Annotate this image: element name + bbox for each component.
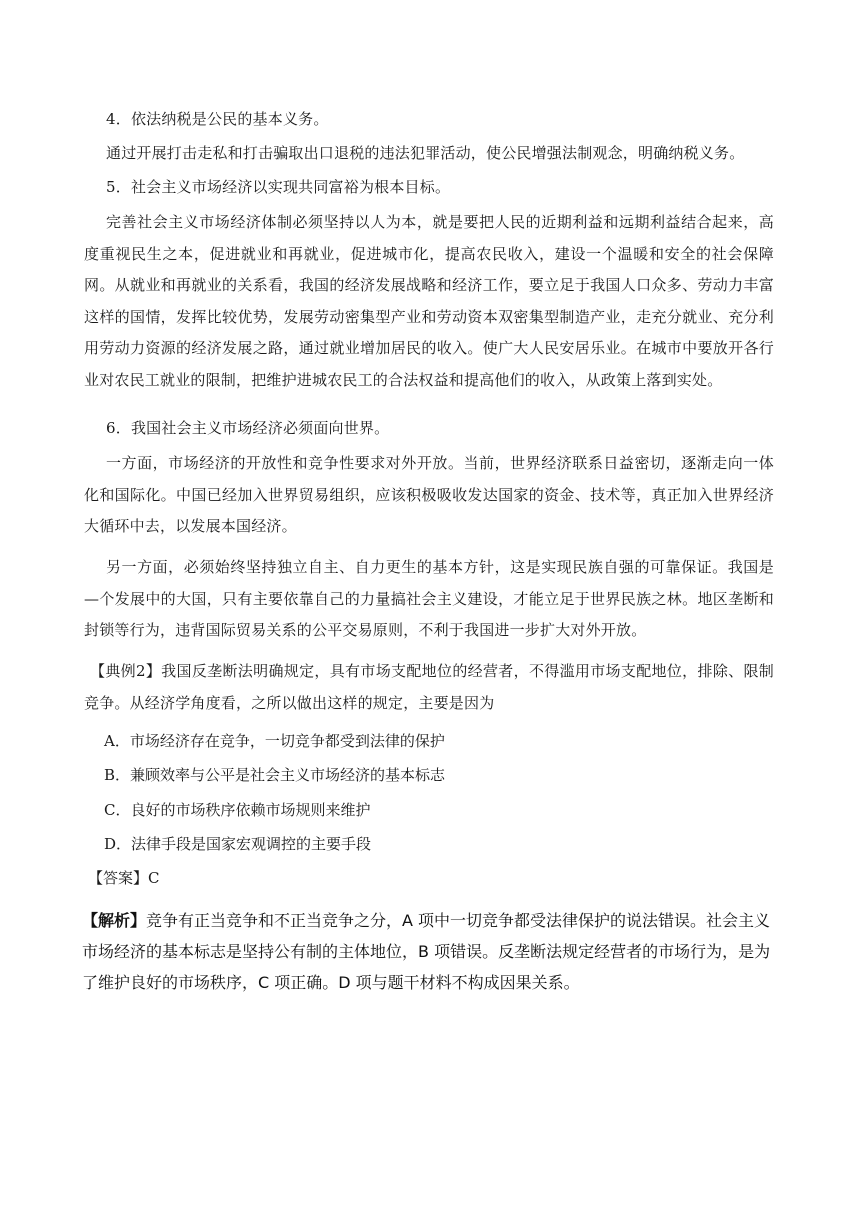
heading-face-world: 6．我国社会主义市场经济必须面向世界。: [106, 419, 390, 437]
answer-value: C: [148, 869, 160, 887]
question-label: 【典例2】: [90, 662, 162, 680]
analysis-text: 竞争有正当竞争和不正当竞争之分，A 项中一切竞争都受法律保护的说法错误。社会主义市场经济的基本标志是坚持公有制的主体地位，B 项错误。反垄断法规定经营者的市场行为，是为了维护良好的市场秩序，C 项正确。D 项与题干材料不构成因果关系。: [82, 911, 771, 992]
paragraph-self-reliance: 另一方面，必须始终坚持独立自主、自力更生的基本方针，这是实现民族自强的可靠保证。我国是—个发展中的大国，只有主要依靠自己的力量搞社会主义建设，才能立足于世界民族之林。地区垄断和封锁等行为，违背国际贸易关系的公平交易原则，不利于我国进一步扩大对外开放。: [84, 558, 774, 639]
question-stem: [84, 656, 774, 719]
heading-common-prosperity: 5．社会主义市场经济以实现共同富裕为根本目标。: [106, 178, 451, 196]
question-text: 我国反垄断法明确规定，具有市场支配地位的经营者，不得滥用市场支配地位，排除、限制竞争。从经济学角度看，之所以做出这样的规定，主要是因为: [84, 662, 774, 712]
paragraph-tax: 通过开展打击走私和打击骗取出口退税的违法犯罪活动，使公民增强法制观念，明确纳税义务。: [106, 144, 745, 162]
paragraph-market-economy: 完善社会主义市场经济体制必须坚持以人为本，就是要把人民的近期利益和远期利益结合起来，高度重视民生之本，促进就业和再就业，促进城市化，提高农民收入，建设一个温暖和安全的社会保障网。从就业和再就业的关系看，我国的经济发展战略和经济工作，要立足于我国人口众多、劳动力丰富这样的国情，发挥比较优势，发展劳动密集型产业和劳动资本双密集型制造产业，走充分就业、充分利用劳动力资源的经济发展之路，通过就业增加居民的收入。使广大人民安居乐业。在城市中要放开各行业对农民工就业的限制，把维护进城农民工的合法权益和提高他们的收入，从政策上落到实处。: [84, 213, 774, 389]
analysis-label: 【解析】: [82, 911, 147, 930]
heading-tax-duty: 4．依法纳税是公民的基本义务。: [106, 110, 329, 128]
option-d: D．法律手段是国家宏观调控的主要手段: [104, 835, 372, 853]
option-a: A．市场经济存在竞争，一切竞争都受到法律的保护: [104, 732, 445, 750]
option-b: B．兼顾效率与公平是社会主义市场经济的基本标志: [104, 766, 446, 784]
option-c: C．良好的市场秩序依赖市场规则来维护: [104, 801, 371, 819]
analysis-block: [82, 905, 782, 998]
answer-label: 【答案】: [88, 869, 149, 887]
paragraph-opening-up: 一方面，市场经济的开放性和竞争性要求对外开放。当前，世界经济联系日益密切，逐渐走向一体化和国际化。中国已经加入世界贸易组织，应该积极吸收发达国家的资金、技术等，真正加入世界经济大循环中去，以发展本国经济。: [84, 454, 774, 535]
answer-line: [88, 863, 160, 895]
